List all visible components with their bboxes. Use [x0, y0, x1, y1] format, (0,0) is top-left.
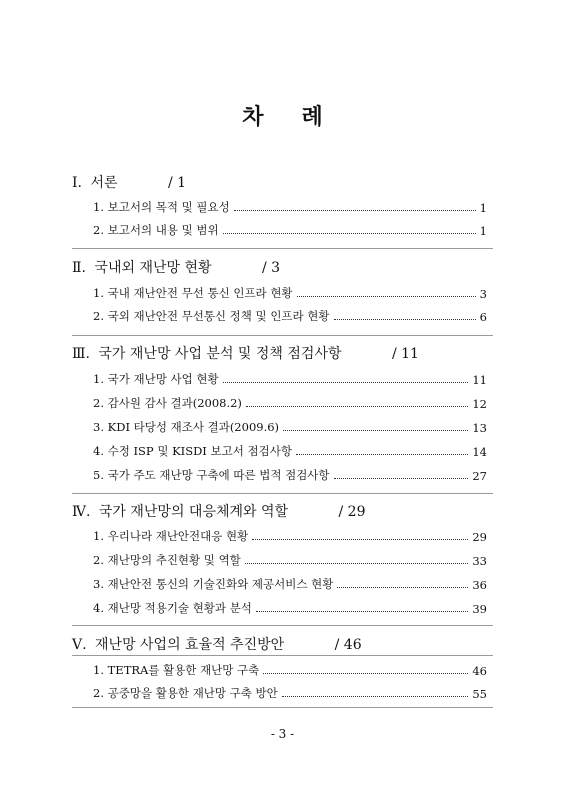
toc-entry-label: 2. 보고서의 내용 및 범위	[93, 223, 219, 237]
toc-entry-label: 1. TETRA를 활용한 재난망 구축	[93, 663, 260, 677]
toc-entry-page: 46	[472, 664, 487, 678]
toc-entry-page: 27	[472, 469, 487, 483]
dot-leader	[283, 429, 468, 431]
dot-leader	[334, 318, 476, 320]
toc-entry[interactable]	[93, 220, 487, 238]
toc-entry-page: 12	[472, 397, 487, 411]
toc-entry[interactable]	[93, 417, 487, 435]
section-heading-2	[72, 257, 280, 277]
toc-entry-label: 2. 재난망의 추진현황 및 역할	[93, 553, 241, 567]
toc-entry-label: 1. 우리나라 재난안전대응 현황	[93, 529, 249, 543]
toc-entry-label: 4. 수정 ISP 및 KISDI 보고서 점검사항	[93, 444, 292, 458]
toc-entry-page: 6	[479, 310, 487, 324]
toc-entry[interactable]	[93, 369, 487, 387]
section-title: 서론	[90, 175, 118, 191]
dot-leader	[282, 695, 469, 697]
toc-entry[interactable]	[93, 393, 487, 411]
dot-leader	[245, 562, 469, 564]
toc-entry-page: 13	[472, 421, 487, 435]
dot-leader	[334, 477, 469, 479]
section-number: Ⅰ.	[72, 175, 82, 191]
toc-entry[interactable]	[93, 283, 487, 301]
section-heading-5	[72, 634, 362, 654]
section-divider	[72, 335, 493, 336]
toc-entry-label: 2. 공중망을 활용한 재난망 구축 방안	[93, 686, 278, 700]
dot-leader	[223, 381, 469, 383]
section-number: Ⅲ.	[72, 346, 90, 362]
section-divider	[72, 707, 493, 708]
toc-entry[interactable]	[93, 306, 487, 324]
section-number: Ⅳ.	[72, 504, 91, 520]
section-divider	[72, 655, 493, 656]
toc-entry[interactable]	[93, 197, 487, 215]
section-divider	[72, 248, 493, 249]
dot-leader	[263, 672, 468, 674]
toc-entry-label: 1. 보고서의 목적 및 필요성	[93, 200, 230, 214]
section-title: 국가 재난망 사업 분석 및 정책 점검사항	[98, 346, 342, 362]
toc-entry[interactable]	[93, 660, 487, 678]
dot-leader	[246, 405, 468, 407]
section-heading-1	[72, 172, 186, 192]
dot-leader	[337, 586, 468, 588]
title-char-1: 차	[242, 104, 264, 130]
toc-entry[interactable]	[93, 574, 487, 592]
section-title: 국가 재난망의 대응체계와 역할	[98, 504, 289, 520]
section-heading-3	[72, 343, 419, 363]
dot-leader	[297, 295, 476, 297]
section-page: / 11	[391, 346, 419, 362]
toc-entry-label: 3. 재난안전 통신의 기술진화와 제공서비스 현황	[93, 577, 334, 591]
section-number: Ⅴ.	[72, 637, 87, 653]
section-page: / 3	[261, 260, 281, 276]
toc-entry-page: 11	[472, 373, 487, 387]
toc-entry[interactable]	[93, 465, 487, 483]
toc-entry-page: 33	[472, 554, 487, 568]
toc-entry-page: 14	[472, 445, 487, 459]
dot-leader	[252, 538, 468, 540]
section-page: / 29	[338, 504, 366, 520]
toc-entry-page: 1	[479, 201, 487, 215]
toc-entry-page: 39	[472, 602, 487, 616]
dot-leader	[296, 453, 468, 455]
toc-entry[interactable]	[93, 550, 487, 568]
toc-entry[interactable]	[93, 441, 487, 459]
toc-entry-page: 29	[472, 530, 487, 544]
toc-entry[interactable]	[93, 598, 487, 616]
toc-entry-page: 55	[472, 687, 487, 701]
toc-entry-label: 5. 국가 주도 재난망 구축에 따른 법적 점검사항	[93, 468, 330, 482]
dot-leader	[223, 232, 476, 234]
section-page: / 1	[167, 175, 187, 191]
title-char-2: 례	[301, 104, 323, 130]
toc-entry-label: 1. 국가 재난망 사업 현황	[93, 372, 219, 386]
dot-leader	[234, 209, 476, 211]
toc-entry-label: 2. 감사원 감사 결과(2008.2)	[93, 396, 242, 410]
toc-entry-page: 36	[472, 578, 487, 592]
toc-entry[interactable]	[93, 683, 487, 701]
toc-entry-label: 1. 국내 재난안전 무선 통신 인프라 현황	[93, 286, 293, 300]
section-page: / 46	[334, 637, 362, 653]
section-divider	[72, 493, 493, 494]
toc-entry-page: 3	[479, 287, 487, 301]
toc-entry-page: 1	[479, 224, 487, 238]
page-title	[0, 100, 565, 131]
toc-entry[interactable]	[93, 526, 487, 544]
section-divider	[72, 625, 493, 626]
toc-entry-label: 2. 국외 재난안전 무선통신 정책 및 인프라 현황	[93, 309, 330, 323]
toc-entry-label: 4. 재난망 적용기술 현황과 분석	[93, 601, 252, 615]
section-title: 재난망 사업의 효율적 추진방안	[95, 637, 285, 653]
section-number: Ⅱ.	[72, 260, 86, 276]
section-heading-4	[72, 501, 366, 521]
page-number: - 3 -	[270, 727, 295, 741]
section-title: 국내외 재난망 현황	[94, 260, 212, 276]
toc-entry-label: 3. KDI 타당성 재조사 결과(2009.6)	[93, 420, 280, 434]
dot-leader	[256, 610, 468, 612]
